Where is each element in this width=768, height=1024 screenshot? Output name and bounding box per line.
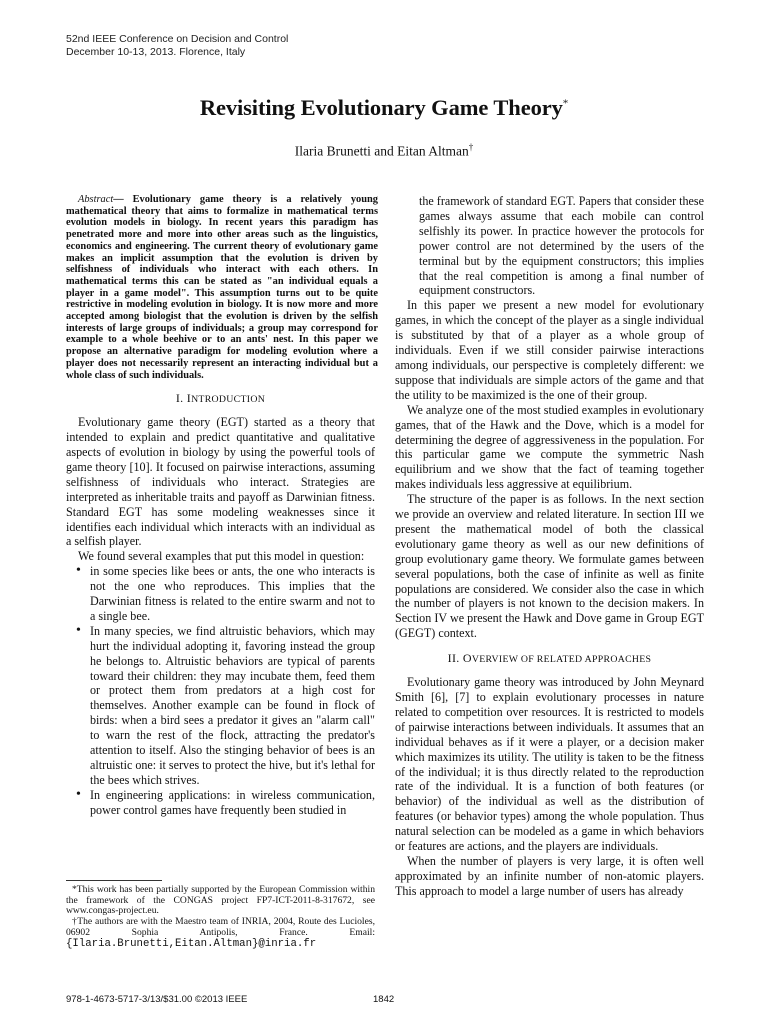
paragraph: We analyze one of the most studied examples in evolutionary games, that of the Hawk and the Dove, which is a model for determining the degree of aggressiveness in the population. For this particular game we compute the symmetric Nash equilibrium and we show that the fact of teaming together makes individuals less aggressive at equilibrium.: [395, 402, 704, 492]
section-heading-introduction: [66, 391, 375, 408]
abstract-label: Abstract: [78, 194, 114, 205]
page-number: 1842: [373, 994, 395, 1005]
list-item: [66, 624, 375, 788]
list-item: [66, 564, 375, 624]
list-item-text: In many species, we find altruistic behaviors, which may hurt the individual adopting it, favoring instead the group he belongs to. Altruistic behaviors are typical of parents toward their children: they may incubate them, feed them or protect them from predators at a high cost for themselves. Another example can be found in flock of birds: when a bird sees a predator it gives an "alarm call" to warn the rest of the flock, attracting the predator's attention to itself. Also the stinging behavior of bees is an altruistic one: it serves to protect the hive, but it's lethal for the bees which strives.: [90, 623, 375, 787]
left-column: [66, 194, 378, 818]
footnote-rule: [66, 880, 162, 881]
section-title-initial: O: [462, 651, 472, 666]
paragraph: Evolutionary game theory (EGT) started as a theory that intended to explain and predict quantitative and qualitative aspects of evolution in biology by using the powerful tools of game theory [10]. It focused on pairwise interactions, assuming selfishness of individuals who interact. Strategies are interpreted as inheritable traits and payoff as Darwinian fitness. Standard EGT has some modeling weaknesses since it identifies each individual which interacts with an individual as a selfish player.: [66, 415, 375, 549]
list-item-text: in some species like bees or ants, the one who interacts is not the one who reproduces. This implies that the Darwinian fitness is related to the entire swarm and not to a single bee.: [90, 564, 375, 623]
paragraph: In this paper we present a new model for evolutionary games, in which the concept of the player as a single individual is substituted by that of a player as a whole group of individuals. Even if we still consider pairwise interactions among individuals, our perspective is completely different: we suppose that individuals are simple actors of the game and that the utility to be maximized is the one of their group.: [395, 298, 704, 402]
conference-header: [66, 33, 288, 59]
title-footnote-mark: *: [562, 97, 569, 110]
bullet-list: [66, 564, 375, 817]
right-column: [395, 194, 704, 899]
list-item-text: In engineering applications: in wireless communication, power control games have frequently been studied in: [90, 787, 375, 817]
bullet-icon: •: [76, 786, 81, 802]
paper-title-text: Revisiting Evolutionary Game Theory: [199, 95, 563, 120]
bullet-icon: •: [76, 622, 81, 638]
paper-title: [0, 95, 768, 121]
paragraph: When the number of players is very large, it is often well approximated by an infinite number of non-atomic players. This approach to model a large number of users has already: [395, 853, 704, 898]
conference-date: December 10-13, 2013. Florence, Italy: [66, 46, 246, 58]
paper-authors: [0, 142, 768, 160]
paragraph: The structure of the paper is as follows. In the next section we provide an overview and related literature. In section III we present the mathematical model of both the classical evolutionary game theory as well as our new definitions of group evolutionary game theory. We formulate games between several populations, both the case of infinite as well as finite populations are considered. We consider also the case in which the number of players is not known to the decision makers. In Section IV we present the Hawk and Dove game in Group EGT (GEGT) context.: [395, 492, 704, 641]
paragraph: Evolutionary game theory was introduced by John Meynard Smith [6], [7] to explain evolutionary processes in nature related to competition over resources. It is restricted to models of pairwise interactions between individuals. It assumes that an individual behaves as if it were a player, or a decision maker which maximizes its utility. The utility is taken to be the fitness of the individual; it is thus directly related to the reproduction rate of the individual. It is a function of both features (or behavior) of the individual as well as the distribution of features (or behavior types) among the whole population. Thus natural selection can be modeled as a game in which behaviors or features are actions, and the players are individuals.: [395, 675, 704, 854]
footnote-affiliation: [66, 917, 375, 949]
section-title-initial: I: [186, 391, 192, 406]
bullet-continuation: the framework of standard EGT. Papers that consider these games always assume that each mobile can control selfishly its power. In practice however the protocols for power control are not determined by the users of the terminal but by the equipment constructors; this implies that the real competition is among a final number of equipment constructors.: [419, 194, 704, 298]
section-heading-related: [395, 651, 704, 668]
abstract: [66, 194, 378, 381]
authors-footnote-mark: †: [468, 142, 474, 152]
section-title-rest: NTRODUCTION: [191, 394, 266, 406]
paragraph: We found several examples that put this model in question:: [78, 549, 365, 564]
bullet-icon: •: [76, 563, 81, 579]
author-email: {Ilaria.Brunetti,Eitan.Altman}@inria.fr: [66, 937, 317, 950]
authors-text: Ilaria Brunetti and Eitan Altman: [294, 143, 469, 159]
footnote-affiliation-text: †The authors are with the Maestro team of INRIA, 2004, Route des Lucioles, 06902 Sophia Antipolis, France. Email:: [66, 916, 375, 938]
abstract-dash: —: [113, 194, 133, 205]
conference-name: 52nd IEEE Conference on Decision and Control: [66, 33, 289, 45]
list-item: [66, 788, 375, 818]
abstract-text: Evolutionary game theory is a relatively young mathematical theory that aims to formalize in mathematical terms evolution models in biology. In recent years this paradigm has penetrated more and more into other areas such as the linguistics, economics and engineering. The current theory of evolutionary game makes an implicit assumption that the evolution is driven by selfishness of individuals who interact with each others. In mathematical terms this can be stated as "an individual equals a player in a game model". This assumption turns out to be quite restrictive in modeling evolution in biology. It is now more and more accepted among biologist that the evolution is driven by the selfish interests of large groups of individuals; a group may correspond for example to a whole beehive or to an ants' nest. In this paper we propose an alternative paradigm for modeling evolution where a player does not necessarily represent an interacting individual but a whole class of such individuals.: [66, 194, 378, 381]
section-number: II.: [447, 651, 463, 666]
section-title-rest: VERVIEW OF RELATED APPROACHES: [471, 654, 652, 666]
section-number: I.: [175, 391, 187, 406]
footnotes: [66, 885, 375, 949]
footer-copyright: 978-1-4673-5717-3/13/$31.00 ©2013 IEEE: [66, 994, 248, 1005]
footnote-funding: *This work has been partially supported by the European Commission within the framework of the CONGAS project FP7-ICT-2011-8-317672, see www.congas-project.eu.: [66, 884, 375, 917]
